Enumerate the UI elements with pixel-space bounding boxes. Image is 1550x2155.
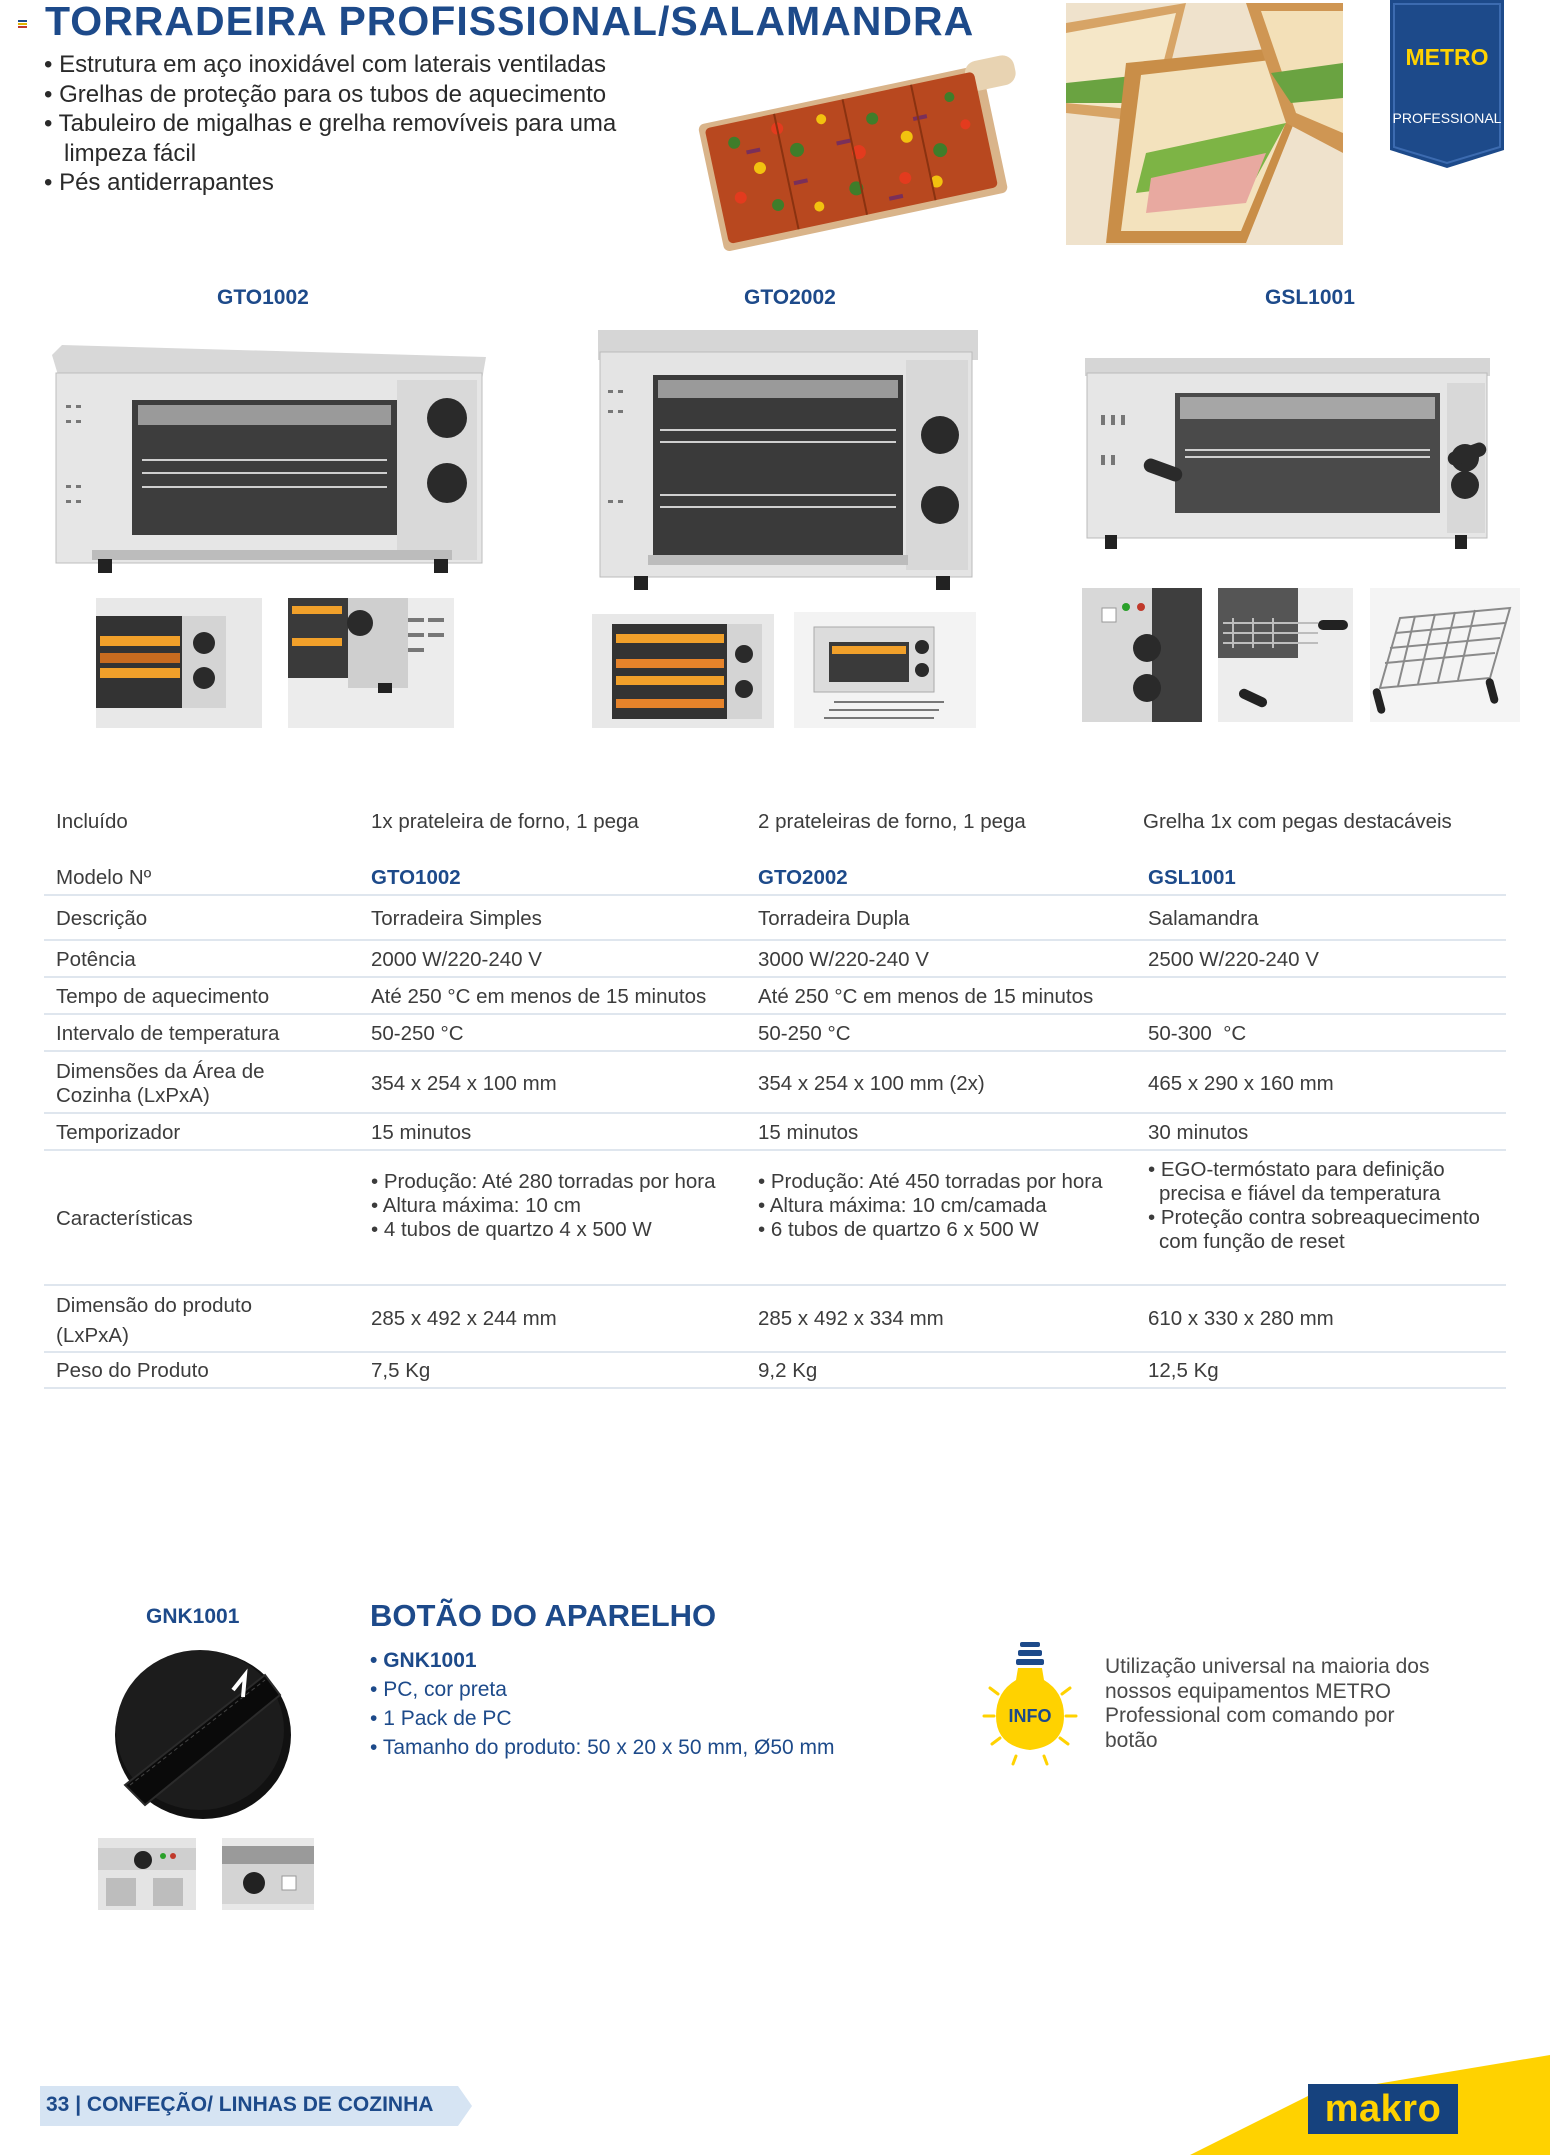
- product-thumbnail: [288, 598, 454, 728]
- table-cell: 2 prateleiras de forno, 1 pega: [758, 810, 1026, 833]
- knob-product-image: [105, 1635, 295, 1825]
- feature-item: • Tabuleiro de migalhas e grelha removíveis para uma limpeza fácil: [44, 109, 644, 168]
- info-badge-text: INFO: [1008, 1706, 1052, 1726]
- table-cell: Salamandra: [1148, 907, 1259, 930]
- table-cell: 15 minutos: [371, 1121, 472, 1144]
- table-cell: 354 x 254 x 100 mm (2x): [758, 1072, 985, 1095]
- feature-item: • Estrutura em aço inoxidável com laterais ventiladas: [44, 50, 684, 80]
- product-thumbnail: [592, 614, 774, 728]
- knob-bullet-list: [370, 1646, 835, 1762]
- feature-bullet: • Altura máxima: 10 cm/camada: [758, 1194, 1108, 1218]
- table-divider: [44, 1149, 1506, 1151]
- product-thumbnail: [96, 598, 262, 728]
- table-cell: 465 x 290 x 160 mm: [1148, 1072, 1334, 1095]
- table-label: Peso do Produto: [56, 1359, 209, 1382]
- knob-thumbnail: [98, 1838, 196, 1910]
- table-cell: Até 250 °C em menos de 15 minutos: [758, 985, 1094, 1008]
- table-label: Tempo de aquecimento: [56, 985, 270, 1008]
- table-cell: 354 x 254 x 100 mm: [371, 1072, 557, 1095]
- table-cell: 2000 W/220-240 V: [371, 948, 542, 971]
- table-cell: 50-250 °C: [758, 1022, 851, 1045]
- table-cell-model: GTO1002: [371, 866, 461, 889]
- table-divider: [44, 1112, 1506, 1114]
- table-cell: Torradeira Dupla: [758, 907, 910, 930]
- metro-logo-text: METRO: [1405, 44, 1489, 70]
- feature-bullet: • Produção: Até 280 torradas por hora: [371, 1170, 721, 1194]
- table-cell: Grelha 1x com pegas destacáveis: [1143, 810, 1452, 833]
- feature-item: • Grelhas de proteção para os tubos de aquecimento: [44, 80, 684, 110]
- table-label: Dimensão do produto (LxPxA): [56, 1294, 253, 1347]
- table-cell: 285 x 492 x 244 mm: [371, 1307, 557, 1330]
- table-divider: [44, 1387, 1506, 1389]
- table-divider: [44, 1351, 1506, 1353]
- table-cell: 9,2 Kg: [758, 1359, 818, 1382]
- model-title-gto1002: GTO1002: [217, 286, 309, 309]
- feature-item: • Pés antiderrapantes: [44, 168, 684, 198]
- table-cell: 12,5 Kg: [1148, 1359, 1219, 1382]
- table-cell-features: [758, 1170, 1108, 1242]
- table-label-included: Incluído: [56, 810, 128, 833]
- corner-mark: [18, 20, 27, 27]
- table-label: Temporizador: [56, 1121, 181, 1144]
- gsl1001-product-image: [1085, 355, 1505, 555]
- table-cell: 50-300 °C: [1148, 1022, 1247, 1045]
- table-cell: 50-250 °C: [371, 1022, 464, 1045]
- table-cell-features: [1148, 1158, 1493, 1254]
- table-divider: [44, 976, 1506, 978]
- knob-section-title: BOTÃO DO APARELHO: [370, 1598, 717, 1633]
- table-cell: Torradeira Simples: [371, 907, 542, 930]
- footer-page-label: 33 | CONFEÇÃO/ LINHAS DE COZINHA: [46, 2093, 434, 2116]
- feature-bullet: • EGO-termóstato para definição precisa e fiável da temperatura: [1148, 1158, 1493, 1206]
- table-cell: 2500 W/220-240 V: [1148, 948, 1319, 971]
- product-thumbnail: [1082, 588, 1202, 722]
- knob-bullet: • 1 Pack de PC: [370, 1704, 835, 1733]
- table-divider: [44, 1284, 1506, 1286]
- table-cell: 7,5 Kg: [371, 1359, 431, 1382]
- product-thumbnail: [794, 612, 976, 728]
- professional-logo-text: PROFESSIONAL: [1392, 110, 1502, 126]
- gto1002-product-image: [52, 345, 488, 575]
- table-cell-model: GTO2002: [758, 866, 848, 889]
- table-label: Potência: [56, 948, 136, 971]
- product-thumbnail: [1370, 588, 1520, 722]
- knob-bullet: • PC, cor preta: [370, 1675, 835, 1704]
- table-label: Modelo Nº: [56, 866, 152, 889]
- product-thumbnail: [1218, 588, 1353, 722]
- info-bulb-icon: [978, 1638, 1082, 1772]
- page-title: TORRADEIRA PROFISSIONAL/SALAMANDRA: [45, 0, 975, 44]
- table-cell: 30 minutos: [1148, 1121, 1249, 1144]
- model-title-gto2002: GTO2002: [744, 286, 836, 309]
- feature-bullet: • 4 tubos de quartzo 4 x 500 W: [371, 1218, 721, 1242]
- gto2002-product-image: [598, 330, 980, 592]
- table-divider: [44, 894, 1506, 896]
- table-divider: [44, 1013, 1506, 1015]
- knob-model-title: GNK1001: [146, 1605, 240, 1628]
- makro-logo: makro: [1308, 2084, 1458, 2134]
- table-label: Intervalo de temperatura: [56, 1022, 280, 1045]
- table-cell-features: [371, 1170, 721, 1242]
- pizza-image: [690, 48, 1020, 263]
- table-cell: 1x prateleira de forno, 1 pega: [371, 810, 639, 833]
- table-cell: 610 x 330 x 280 mm: [1148, 1307, 1334, 1330]
- table-label: Características: [56, 1207, 193, 1230]
- table-divider: [44, 1050, 1506, 1052]
- knob-thumbnail: [222, 1838, 314, 1910]
- table-cell: 285 x 492 x 334 mm: [758, 1307, 944, 1330]
- feature-list: [44, 50, 684, 198]
- table-divider: [44, 939, 1506, 941]
- table-cell-model: GSL1001: [1148, 866, 1236, 889]
- table-label: Descrição: [56, 907, 148, 930]
- model-title-gsl1001: GSL1001: [1265, 286, 1355, 309]
- feature-bullet: • Proteção contra sobreaquecimento com função de reset: [1148, 1206, 1493, 1254]
- feature-bullet: • Altura máxima: 10 cm: [371, 1194, 721, 1218]
- feature-bullet: • 6 tubos de quartzo 6 x 500 W: [758, 1218, 1108, 1242]
- sandwich-image: [1066, 3, 1343, 245]
- knob-bullet: • GNK1001: [370, 1646, 835, 1675]
- info-text: Utilização universal na maioria dos nossos equipamentos METRO Professional com comando por botão: [1105, 1655, 1430, 1752]
- knob-bullet: • Tamanho do produto: 50 x 20 x 50 mm, Ø50 mm: [370, 1733, 835, 1762]
- table-cell: 15 minutos: [758, 1121, 859, 1144]
- metro-professional-logo: [1388, 0, 1506, 168]
- table-cell: 3000 W/220-240 V: [758, 948, 929, 971]
- table-cell: Até 250 °C em menos de 15 minutos: [371, 985, 707, 1008]
- feature-bullet: • Produção: Até 450 torradas por hora: [758, 1170, 1108, 1194]
- table-label: Dimensões da Área de Cozinha (LxPxA): [56, 1060, 265, 1107]
